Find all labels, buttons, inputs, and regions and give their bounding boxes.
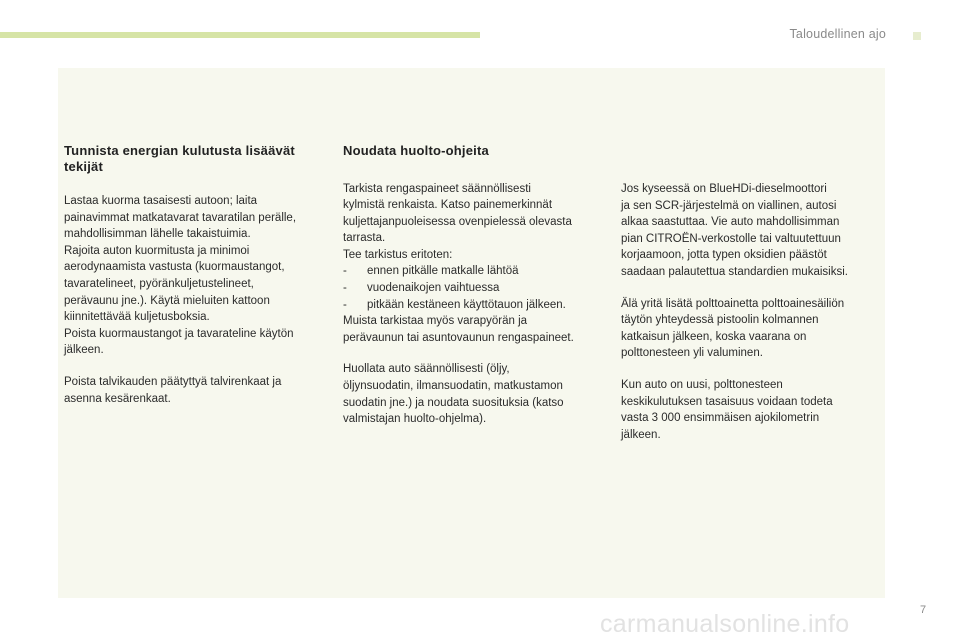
paragraph	[64, 193, 326, 359]
text-line: valmistajan huolto-ohjelma).	[343, 413, 487, 426]
text-line: jälkeen.	[64, 344, 104, 357]
text-line: kiinnitettävää kuljetusboksia.	[64, 311, 210, 324]
section-energy-consumption	[64, 143, 326, 407]
section-heading: Tunnista energian kulutusta lisäävät tekijät	[64, 143, 295, 174]
text-line: Jos kyseessä on BlueHDi-dieselmoottori	[621, 183, 827, 195]
text-line: kuljettajanpuoleisessa ovenpielessä olevasta	[343, 215, 572, 228]
paragraph	[343, 313, 605, 346]
text-line: Tee tarkistus eritoten:	[343, 248, 453, 261]
text-line: Kun auto on uusi, polttonesteen	[621, 378, 783, 391]
paragraph	[343, 361, 605, 427]
text-line: Muista tarkistaa myös varapyörän ja	[343, 315, 528, 328]
text-line: Tarkista rengaspaineet säännöllisesti	[343, 182, 531, 195]
text-line: perävaunu jne.). Käytä mieluiten kattoon	[64, 294, 270, 307]
text-line: aerodynaamista vastusta (kuormaustangot,	[64, 261, 285, 274]
text-line: öljynsuodatin, ilmansuodatin, matkustamon	[343, 380, 563, 393]
text-line: kylmistä renkaista. Katso painemerkinnät	[343, 199, 553, 212]
text-line: katkaisun jälkeen, koska vaarana on	[621, 330, 807, 343]
text-line: Poista talvikauden päätyttyä talvirenkaat ja	[64, 375, 282, 388]
header-square-marker	[913, 32, 921, 40]
text-line: Lastaa kuorma tasaisesti autoon; laita	[64, 195, 258, 207]
text-line: tavaratelineet, pyöränkuljetustelineet,	[64, 277, 254, 290]
paragraph	[621, 377, 883, 443]
list-item-text: ennen pitkälle matkalle lähtöä	[367, 265, 519, 278]
text-line: korjaamoon, jotta typen oksidien päästöt	[621, 249, 827, 262]
text-line: Rajoita auton kuormitusta ja minimoi	[64, 244, 250, 257]
text-line: saadaan palautettua standardien mukaisiksi.	[621, 265, 848, 278]
text-line: ja sen SCR-järjestelmä on viallinen, autosi	[621, 199, 837, 212]
text-line: Huollata auto säännöllisesti (öljy,	[343, 363, 510, 376]
text-line: täytön yhteydessä pistoolin kolmannen	[621, 314, 819, 327]
text-line: polttonesteen yli valuminen.	[621, 347, 763, 360]
list-item: - vuodenaikojen vaihtuessa	[343, 280, 605, 297]
text-line: mahdollisimman lähelle takaistuimia.	[64, 228, 251, 241]
list-item: - pitkään kestäneen käyttötauon jälkeen.	[343, 297, 605, 314]
paragraph	[64, 374, 326, 407]
paragraph	[621, 181, 883, 281]
text-line: asenna kesärenkaat.	[64, 392, 171, 405]
text-line: perävaunun tai asuntovaunun rengaspaineet.	[343, 331, 574, 344]
section-maintenance	[343, 143, 605, 428]
watermark-text: carmanualsonline.info	[600, 611, 850, 637]
paragraph	[343, 181, 605, 264]
text-line: vasta 3 000 ensimmäisen ajokilometrin	[621, 412, 820, 425]
text-line: painavimmat matkatavarat tavaratilan perälle,	[64, 211, 297, 224]
text-line: Poista kuormaustangot ja tavarateline käytön	[64, 327, 294, 340]
text-line: alkaa saastuttaa. Vie auto mahdollisimman	[621, 216, 840, 229]
section-heading: Noudata huolto-ohjeita	[343, 143, 489, 158]
text-line: tarrasta.	[343, 232, 386, 245]
section-notes	[621, 181, 883, 443]
text-line: pian CITROËN-verkostolle tai valtuutettuun	[621, 232, 841, 245]
text-line: Älä yritä lisätä polttoainetta polttoainesäiliön	[621, 297, 845, 310]
text-line: suodatin jne.) ja noudata suosituksia (katso	[343, 396, 564, 409]
list-item-text: pitkään kestäneen käyttötauon jälkeen.	[367, 298, 566, 311]
text-line: keskikulutuksen tasaisuus voidaan todeta	[621, 395, 833, 408]
list-item: - ennen pitkälle matkalle lähtöä	[343, 263, 605, 280]
page-number: 7	[920, 604, 927, 616]
header-accent-bar	[0, 32, 480, 38]
chapter-title: Taloudellinen ajo	[789, 27, 886, 41]
paragraph	[621, 296, 883, 362]
text-line: jälkeen.	[621, 428, 661, 441]
list-item-text: vuodenaikojen vaihtuessa	[367, 282, 500, 295]
